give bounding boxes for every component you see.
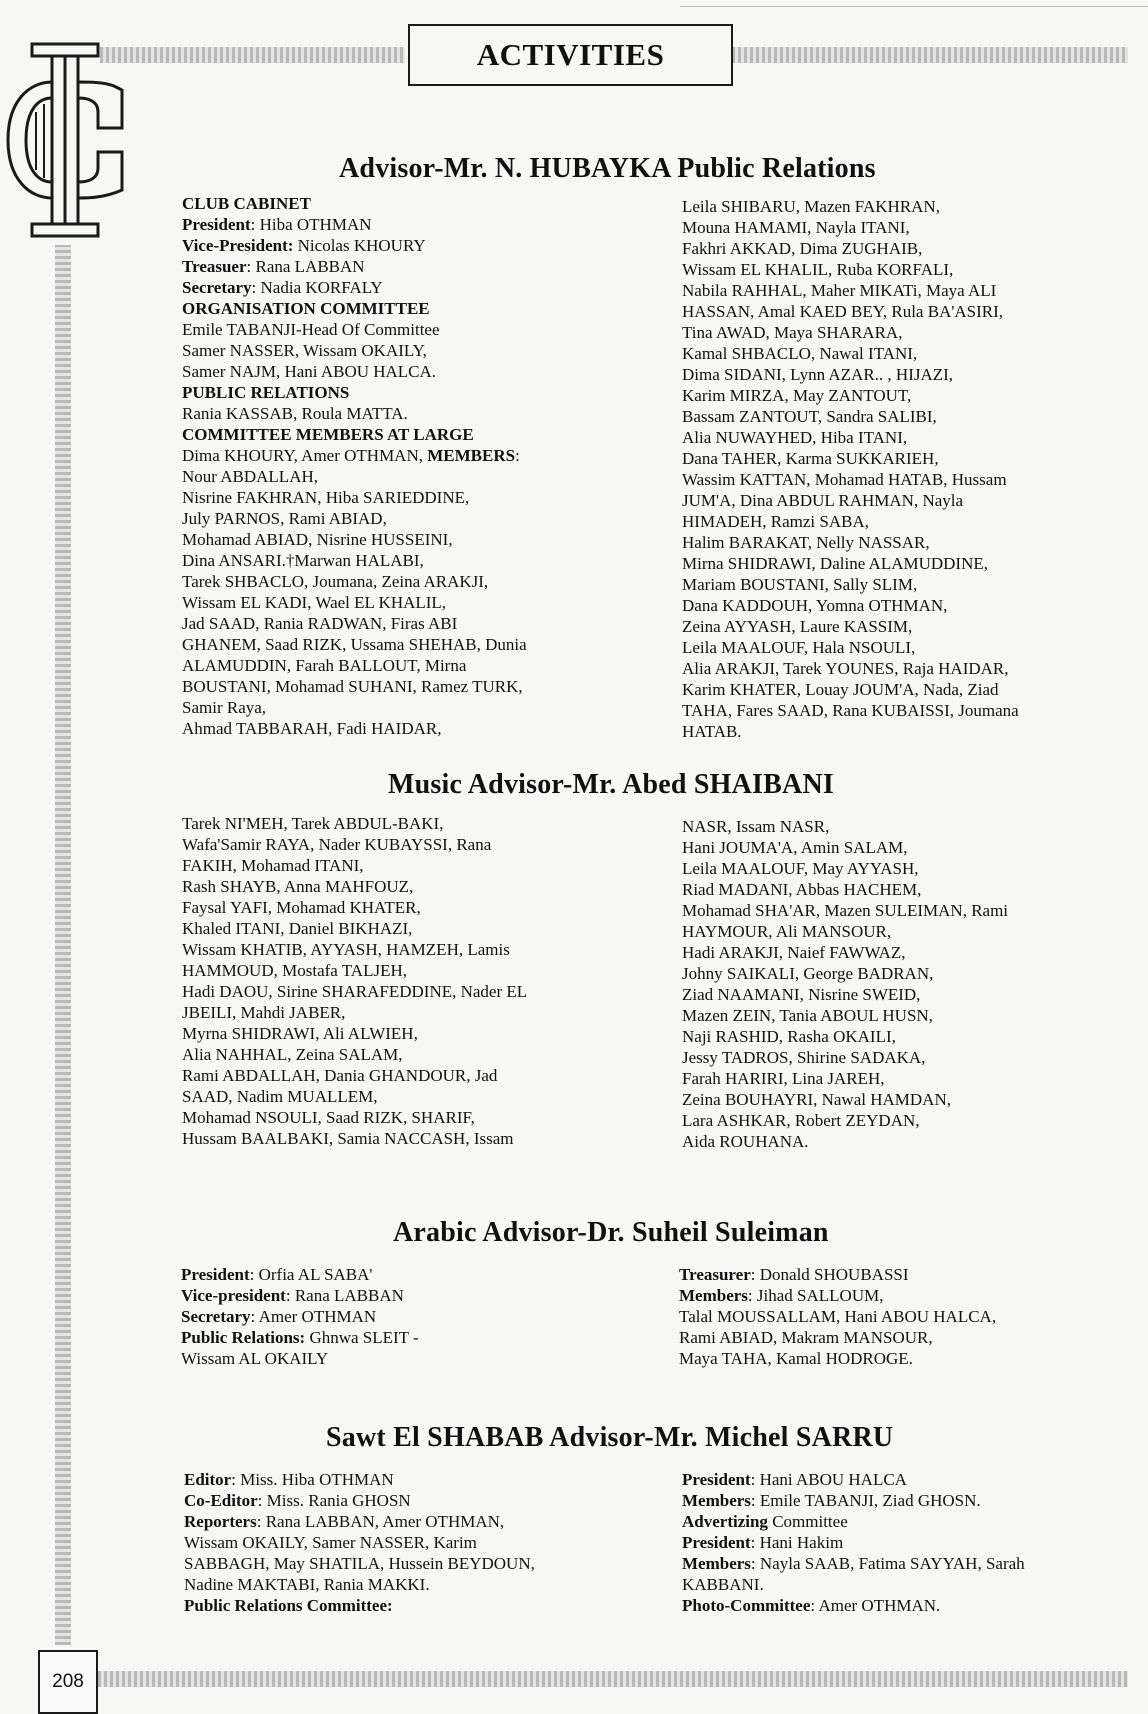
section-title-arabic: Arabic Advisor-Dr. Suheil Suleiman bbox=[393, 1217, 829, 1248]
text-line: Dina ANSARI.†Marwan HALABI, bbox=[182, 551, 424, 570]
text-line: PUBLIC RELATIONS bbox=[182, 383, 350, 402]
entry-line: Editor: Miss. Hiba OTHMAN bbox=[184, 1470, 394, 1489]
entry-text: SABBAGH, May SHATILA, Hussein BEYDOUN, bbox=[184, 1554, 535, 1573]
text-line: Tarek NI'MEH, Tarek ABDUL-BAKI, bbox=[182, 814, 444, 833]
entry-line bbox=[682, 1511, 1025, 1532]
sawt-el-shabab-right-column bbox=[682, 1469, 1025, 1616]
top-hairline bbox=[680, 6, 1148, 7]
entry-label: Treasurer bbox=[679, 1265, 751, 1284]
text-line: SAAD, Nadim MUALLEM, bbox=[182, 1087, 378, 1106]
text-line: Myrna SHIDRAWI, Ali ALWIEH, bbox=[182, 1024, 418, 1043]
entry-text: Hani Hakim bbox=[759, 1533, 844, 1552]
entry-text: Nadine MAKTABI, Rania MAKKI. bbox=[184, 1575, 430, 1594]
text-line: Aida ROUHANA. bbox=[682, 1132, 809, 1151]
text-line: Mohamad ABIAD, Nisrine HUSSEINI, bbox=[182, 530, 453, 549]
entry-text: Orfia AL SABA' bbox=[258, 1265, 373, 1284]
text-line: Riad MADANI, Abbas HACHEM, bbox=[682, 880, 922, 899]
entry-line bbox=[679, 1306, 996, 1327]
text-line: Alia NAHHAL, Zeina SALAM, bbox=[182, 1045, 403, 1064]
page-number-box bbox=[38, 1650, 98, 1714]
entry-label: Reporters bbox=[184, 1512, 257, 1531]
text-line: CLUB CABINET bbox=[182, 194, 311, 213]
text-line: Leila MAALOUF, Hala NSOULI, bbox=[682, 638, 916, 657]
section-title-public-relations: Advisor-Mr. N. HUBAYKA Public Relations bbox=[339, 153, 876, 184]
header-title-box bbox=[408, 24, 733, 86]
music-right-column bbox=[682, 816, 1008, 1152]
text-line: Alia ARAKJI, Tarek YOUNES, Raja HAIDAR, bbox=[682, 659, 1009, 678]
entry-text: KABBANI. bbox=[682, 1575, 764, 1594]
entry-line: Members: Nayla SAAB, Fatima SAYYAH, Sarah bbox=[682, 1554, 1025, 1573]
text-line: Samir Raya, bbox=[182, 698, 267, 717]
text-line: HIMADEH, Ramzi SABA, bbox=[682, 512, 869, 531]
entry-text: Hani ABOU HALCA bbox=[759, 1470, 907, 1489]
entry-text: Nayla SAAB, Fatima SAYYAH, Sarah bbox=[759, 1554, 1025, 1573]
text-line: Nour ABDALLAH, bbox=[182, 467, 318, 486]
entry-line bbox=[181, 1348, 419, 1369]
text-line: COMMITTEE MEMBERS AT LARGE bbox=[182, 425, 474, 444]
text-line: Emile TABANJI-Head Of Committee bbox=[182, 320, 440, 339]
left-margin-rule bbox=[55, 245, 71, 1645]
text-line: Mohamad SHA'AR, Mazen SULEIMAN, Rami bbox=[682, 901, 1009, 920]
music-left-column bbox=[182, 813, 527, 1149]
entry-label: Members bbox=[679, 1286, 748, 1305]
entry-text: Miss. Rania GHOSN bbox=[266, 1491, 411, 1510]
text-line: Nisrine FAKHRAN, Hiba SARIEDDINE, bbox=[182, 488, 470, 507]
entry-line: Photo-Committee: Amer OTHMAN. bbox=[682, 1596, 941, 1615]
text-line: Hussam BAALBAKI, Samia NACCASH, Issam bbox=[182, 1129, 514, 1148]
text-line: Tarek SHBACLO, Joumana, Zeina ARAKJI, bbox=[182, 572, 489, 591]
entry-line: Vice-president: Rana LABBAN bbox=[181, 1286, 404, 1305]
entry-label: Secretary bbox=[181, 1307, 251, 1326]
entry-line bbox=[184, 1574, 535, 1595]
entry-line bbox=[184, 1532, 535, 1553]
text-line: Bassam ZANTOUT, Sandra SALIBI, bbox=[682, 407, 937, 426]
text-line: Hadi ARAKJI, Naief FAWWAZ, bbox=[682, 943, 906, 962]
header-rule-right bbox=[732, 47, 1128, 63]
entry-text: Emile TABANJI, Ziad GHOSN. bbox=[759, 1491, 981, 1510]
entry-text: Ghnwa SLEIT - bbox=[309, 1328, 419, 1347]
entry-text: Rana LABBAN bbox=[294, 1286, 404, 1305]
text-line: JUM'A, Dina ABDUL RAHMAN, Nayla bbox=[682, 491, 964, 510]
entry-text: Rana LABBAN, Amer OTHMAN, bbox=[265, 1512, 505, 1531]
text-line: BOUSTANI, Mohamad SUHANI, Ramez TURK, bbox=[182, 677, 523, 696]
text-line: Rania KASSAB, Roula MATTA. bbox=[182, 404, 408, 423]
text-line: ALAMUDDIN, Farah BALLOUT, Mirna bbox=[182, 656, 467, 675]
entry-text: Talal MOUSSALLAM, Hani ABOU HALCA, bbox=[679, 1307, 997, 1326]
entry-line bbox=[682, 1574, 1025, 1595]
text-line: Treasuer: Rana LABBAN bbox=[182, 257, 365, 276]
header-title: ACTIVITIES bbox=[476, 37, 665, 72]
text-line: Dana TAHER, Karma SUKKARIEH, bbox=[682, 449, 939, 468]
entry-label: Photo-Committee bbox=[682, 1596, 811, 1615]
entry-line bbox=[181, 1327, 419, 1348]
text-line: Dima KHOURY, Amer OTHMAN, MEMBERS: bbox=[182, 446, 520, 465]
text-line: NASR, Issam NASR, bbox=[682, 817, 830, 836]
entry-line: Members: Emile TABANJI, Ziad GHOSN. bbox=[682, 1491, 981, 1510]
text-line: July PARNOS, Rami ABIAD, bbox=[182, 509, 387, 528]
entry-line: Members: Jihad SALLOUM, bbox=[679, 1286, 884, 1305]
text-line: HATAB. bbox=[682, 722, 742, 741]
text-line: Mohamad NSOULI, Saad RIZK, SHARIF, bbox=[182, 1108, 475, 1127]
text-line: Rash SHAYB, Anna MAHFOUZ, bbox=[182, 877, 414, 896]
text-line: Zeina BOUHAYRI, Nawal HAMDAN, bbox=[682, 1090, 951, 1109]
text-line: Mazen ZEIN, Tania ABOUL HUSN, bbox=[682, 1006, 933, 1025]
text-line: Tina AWAD, Maya SHARARA, bbox=[682, 323, 903, 342]
entry-line: Co-Editor: Miss. Rania GHOSN bbox=[184, 1491, 411, 1510]
entry-text: Wissam OKAILY, Samer NASSER, Karim bbox=[184, 1533, 477, 1552]
entry-label: Public Relations: bbox=[181, 1328, 306, 1347]
entry-text: Rami ABIAD, Makram MANSOUR, bbox=[679, 1328, 933, 1347]
entry-line bbox=[184, 1553, 535, 1574]
text-line: Lara ASHKAR, Robert ZEYDAN, bbox=[682, 1111, 920, 1130]
entry-text: Donald SHOUBASSI bbox=[759, 1265, 909, 1284]
entry-label: Members bbox=[682, 1554, 751, 1573]
entry-line: Secretary: Amer OTHMAN bbox=[181, 1307, 377, 1326]
entry-line: President: Orfia AL SABA' bbox=[181, 1265, 373, 1284]
text-line: Wafa'Samir RAYA, Nader KUBAYSSI, Rana bbox=[182, 835, 492, 854]
text-line: Hadi DAOU, Sirine SHARAFEDDINE, Nader EL bbox=[182, 982, 528, 1001]
text-line: Dana KADDOUH, Yomna OTHMAN, bbox=[682, 596, 948, 615]
text-line: Hani JOUMA'A, Amin SALAM, bbox=[682, 838, 908, 857]
text-line: Karim KHATER, Louay JOUM'A, Nada, Ziad bbox=[682, 680, 999, 699]
entry-label: Members bbox=[682, 1491, 751, 1510]
entry-line bbox=[184, 1595, 535, 1616]
entry-label: President bbox=[682, 1470, 751, 1489]
text-line: Karim MIRZA, May ZANTOUT, bbox=[682, 386, 912, 405]
entry-text: Maya TAHA, Kamal HODROGE. bbox=[679, 1349, 913, 1368]
entry-text: Amer OTHMAN. bbox=[818, 1596, 941, 1615]
sawt-el-shabab-left-column bbox=[184, 1469, 535, 1616]
entry-line: President: Hani Hakim bbox=[682, 1533, 844, 1552]
text-line: Nabila RAHHAL, Maher MIKATi, Maya ALI bbox=[682, 281, 997, 300]
entry-label: President bbox=[682, 1533, 751, 1552]
arabic-left-column bbox=[181, 1264, 419, 1369]
ic-logo bbox=[0, 40, 130, 250]
text-line: Leila MAALOUF, May AYYASH, bbox=[682, 859, 919, 878]
entry-line bbox=[679, 1327, 996, 1348]
text-line: Wissam KHATIB, AYYASH, HAMZEH, Lamis bbox=[182, 940, 510, 959]
entry-text: Jihad SALLOUM, bbox=[756, 1286, 884, 1305]
text-line: Zeina AYYASH, Laure KASSIM, bbox=[682, 617, 913, 636]
entry-line: President: Hani ABOU HALCA bbox=[682, 1470, 907, 1489]
text-line: Johny SAIKALI, George BADRAN, bbox=[682, 964, 934, 983]
entry-label: Editor bbox=[184, 1470, 232, 1489]
text-line: Mariam BOUSTANI, Sally SLIM, bbox=[682, 575, 918, 594]
entry-label: Advertizing bbox=[682, 1512, 768, 1531]
entry-line bbox=[679, 1348, 996, 1369]
text-line: President: Hiba OTHMAN bbox=[182, 215, 372, 234]
entry-text: Amer OTHMAN bbox=[258, 1307, 377, 1326]
text-line: FAKIH, Mohamad ITANI, bbox=[182, 856, 364, 875]
text-line: GHANEM, Saad RIZK, Ussama SHEHAB, Dunia bbox=[182, 635, 527, 654]
text-line: Leila SHIBARU, Mazen FAKHRAN, bbox=[682, 197, 940, 216]
entry-label: Vice-president bbox=[181, 1286, 286, 1305]
header-rule-left bbox=[100, 47, 405, 63]
text-line: Vice-President: Nicolas KHOURY bbox=[182, 236, 426, 255]
text-line: Khaled ITANI, Daniel BIKHAZI, bbox=[182, 919, 413, 938]
section-title-sawt-el-shabab: Sawt El SHABAB Advisor-Mr. Michel SARRU bbox=[326, 1422, 894, 1453]
text-line: Naji RASHID, Rasha OKAILI, bbox=[682, 1027, 896, 1046]
text-line: Farah HARIRI, Lina JAREH, bbox=[682, 1069, 885, 1088]
text-line: Halim BARAKAT, Nelly NASSAR, bbox=[682, 533, 930, 552]
text-line: Samer NAJM, Hani ABOU HALCA. bbox=[182, 362, 437, 381]
entry-text: Committee bbox=[772, 1512, 848, 1531]
text-line: Dima SIDANI, Lynn AZAR.. , HIJAZI, bbox=[682, 365, 954, 384]
text-line: Rami ABDALLAH, Dania GHANDOUR, Jad bbox=[182, 1066, 498, 1085]
text-line: Faysal YAFI, Mohamad KHATER, bbox=[182, 898, 421, 917]
text-line: Ahmad TABBARAH, Fadi HAIDAR, bbox=[182, 719, 442, 738]
entry-text: Wissam AL OKAILY bbox=[181, 1349, 329, 1368]
entry-text: Miss. Hiba OTHMAN bbox=[240, 1470, 394, 1489]
text-line: ORGANISATION COMMITTEE bbox=[182, 299, 430, 318]
text-line: Ziad NAAMANI, Nisrine SWEID, bbox=[682, 985, 921, 1004]
text-line: Wassim KATTAN, Mohamad HATAB, Hussam bbox=[682, 470, 1007, 489]
text-line: HASSAN, Amal KAED BEY, Rula BA'ASIRI, bbox=[682, 302, 1004, 321]
text-line: Jad SAAD, Rania RADWAN, Firas ABI bbox=[182, 614, 458, 633]
entry-line: Treasurer: Donald SHOUBASSI bbox=[679, 1265, 909, 1284]
text-line: Fakhri AKKAD, Dima ZUGHAIB, bbox=[682, 239, 923, 258]
text-line: HAYMOUR, Ali MANSOUR, bbox=[682, 922, 892, 941]
entry-label: Co-Editor bbox=[184, 1491, 258, 1510]
entry-line: Reporters: Rana LABBAN, Amer OTHMAN, bbox=[184, 1512, 505, 1531]
arabic-right-column bbox=[679, 1264, 996, 1369]
footer-rule bbox=[98, 1671, 1128, 1687]
public-relations-left-column bbox=[182, 193, 527, 739]
text-line: TAHA, Fares SAAD, Rana KUBAISSI, Joumana bbox=[682, 701, 1019, 720]
entry-label: Public Relations Committee: bbox=[184, 1596, 393, 1615]
text-line: Secretary: Nadia KORFALY bbox=[182, 278, 383, 297]
text-line: Alia NUWAYHED, Hiba ITANI, bbox=[682, 428, 908, 447]
text-line: Wissam EL KADI, Wael EL KHALIL, bbox=[182, 593, 447, 612]
page-number: 208 bbox=[52, 1671, 84, 1692]
text-line: JBEILI, Mahdi JABER, bbox=[182, 1003, 346, 1022]
text-line: Samer NASSER, Wissam OKAILY, bbox=[182, 341, 427, 360]
text-line: Wissam EL KHALIL, Ruba KORFALI, bbox=[682, 260, 954, 279]
text-line: Kamal SHBACLO, Nawal ITANI, bbox=[682, 344, 918, 363]
section-title-music: Music Advisor-Mr. Abed SHAIBANI bbox=[388, 769, 834, 800]
text-line: Jessy TADROS, Shirine SADAKA, bbox=[682, 1048, 926, 1067]
entry-label: President bbox=[181, 1265, 250, 1284]
text-line: Mouna HAMAMI, Nayla ITANI, bbox=[682, 218, 910, 237]
text-line: Mirna SHIDRAWI, Daline ALAMUDDINE, bbox=[682, 554, 989, 573]
text-line: HAMMOUD, Mostafa TALJEH, bbox=[182, 961, 407, 980]
public-relations-right-column bbox=[682, 196, 1019, 742]
